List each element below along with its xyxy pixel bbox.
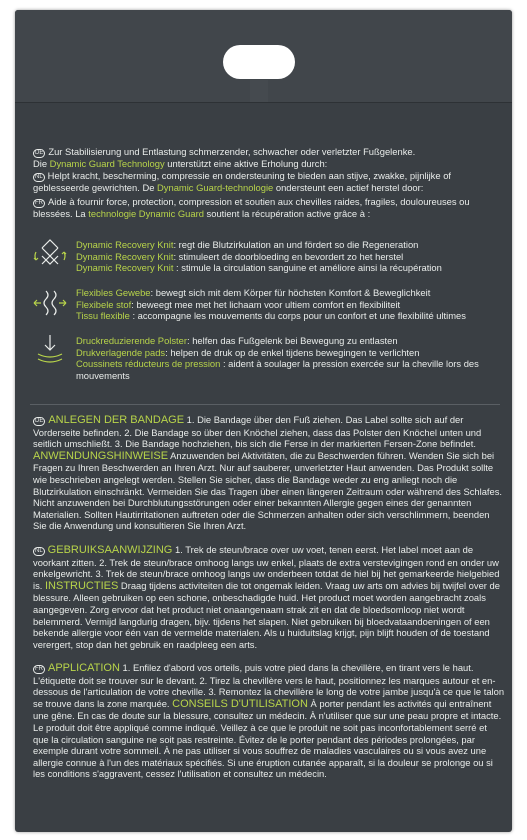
feature-label: Drukverlagende pads (76, 346, 166, 358)
feature-label: Dynamic Recovery Knit (76, 262, 174, 274)
feature-label: Flexibles Gewebe (76, 287, 151, 298)
feature-label: Dynamic Recovery Knit (76, 250, 174, 262)
intro-nl-tech: Dynamic Guard-technologie (157, 182, 274, 193)
feature-text: : beweegt mee met het lichaam voor ultiem comfort en flexibiliteit (131, 298, 401, 310)
feature-line (76, 358, 496, 381)
section-divider (30, 404, 500, 405)
intro-fr-text: Aide à fournir force, protection, compression et soutien aux chevilles raides, fragiles, douloureuses ou blessées. La (33, 196, 470, 219)
nl-body: 1. Trek de steun/brace over uw voet, tenen eerst. Het label moet aan de voorkant zitten. 2. Trek de steun/brace omhoog langs uw enkel, plaats de extra verstevigingen rond en onder uw enkelgewricht. 3. Trek de steun/brace omhoog langs uw onderbeen totdat de hiel bij het gemarkeerde hielgebied is. (33, 544, 500, 591)
flexible-fabric-icon (32, 285, 68, 321)
feature-label: Dynamic Recovery Knit (76, 239, 174, 250)
feature-label: Flexibele stof (76, 298, 132, 310)
feature-label: Tissu flexible (76, 310, 130, 322)
section-nl (33, 544, 505, 650)
feature-text: : helpen de druk op de enkel tijdens bewegingen te verlichten (165, 346, 420, 358)
intro-fr-tech: technologie Dynamic Guard (88, 208, 204, 219)
heading-instructies: INSTRUCTIES (44, 579, 119, 592)
intro-de-prefix: Die (33, 158, 50, 169)
feature-text: : bewegt sich mit dem Körper für höchsten Komfort & Beweglichkeit (150, 287, 431, 298)
heading-anwendungshinweise: ANWENDUNGSHINWEISE (33, 449, 169, 462)
feature-line (76, 347, 496, 359)
feature-label: Druckreduzierende Polster (76, 335, 187, 346)
heading-application: APPLICATION (48, 662, 120, 674)
feature-line (76, 299, 496, 311)
intro-nl (33, 170, 507, 194)
heading-anlegen: ANLEGEN DER BANDAGE (48, 414, 185, 426)
feature-line (76, 335, 496, 347)
lang-badge-fr: FR (35, 666, 43, 672)
heading-conseils: CONSEILS D'UTILISATION (172, 697, 308, 710)
feature-line (76, 251, 496, 263)
heading-gebruiksaanwijzing: GEBRUIKSAANWIJZING (47, 544, 173, 556)
fold-line (15, 102, 512, 103)
feature-text: : regt die Blutzirkulation an und fördert so die Regeneration (173, 239, 419, 250)
fr-body2: À porter pendant les activités qui entraînent une gêne. En cas de doute sur la blessure, consultez un médecin. À n'utiliser que sur une peau propre et intacte. Le produit doit être appliqué comme indiqué. Veillez à ce que le produit ne soit pas inconfortablement serré et que la circulation sanguine ne soit pas restreinte. Évitez de le porter pendant des périodes prolongées, par exemple durant votre sommeil. À ne pas utiliser si vous souffrez de maladies vasculaires ou si vous avez une allergie connue à l'un des matériaux spécifiés. Si une éruption cutanée apparaît, si la douleur se prolonge ou si les conditions s'aggravent, cessez l'utilisation et consultez un médecin. (33, 697, 502, 780)
feature-line (76, 262, 496, 274)
intro-de-tech: Dynamic Guard Technology (49, 158, 165, 169)
hang-slot (250, 80, 268, 102)
lang-badge-de: DE (35, 418, 44, 424)
intro-fr-suffix: soutient la récupération active grâce à : (203, 208, 371, 219)
hang-hole (223, 45, 295, 79)
feature-recovery-knit (76, 239, 496, 274)
section-fr (33, 662, 505, 780)
de-body2: Anzuwenden bei Aktivitäten, die zu Beschwerden führen. Wenden Sie sich bei Fragen zu Ihren Beschwerden an Ihren Arzt. Nur auf sauberer, unverletzter Haut anwenden. Das Produkt sollte wie beschrieben angelegt werden. Stellen Sie sicher, dass die Bandage weder zu eng anliegt noch die Blutzirkulation einschränkt. Vermeiden Sie das Tragen über einen längeren Zeitraum oder während des Schlafes. Nicht anzuwenden bei Durchblutungsstörungen oder einer bekannten Allergie gegen eines der genannten Materialien. Sollten Hautirritationen auftreten oder die Schmerzen anhalten oder sich verschlimmern, beenden Sie die Anwendung und konsultieren Sie Ihren Arzt. (33, 449, 503, 532)
intro-fr (33, 196, 507, 220)
feature-flexible-fabric (76, 287, 496, 322)
fr-body: 1. Enfilez d'abord vos orteils, puis votre pied dans la chevillère, en tirant vers le haut. L'étiquette doit se trouver sur le devant. 2. Tirez la chevillère vers le haut, positionnez les marques autour et en-dessous de l'articulation de votre cheville. 3. Remontez la chevillère le long de votre jambe jusqu'à ce que le talon se trouve dans la zone marquée. (33, 662, 505, 709)
intro-nl-suffix: ondersteunt een actief herstel door: (273, 182, 424, 193)
feature-line (76, 239, 496, 251)
nl-body2: Draag tijdens activiteiten die tot ongemak leiden. Vraag uw arts om advies bij twijfel over de blessure. Alleen gebruiken op een schone, onbeschadigde huid. Het product moet worden aangebracht zoals aangegeven. Zorg ervoor dat het product niet onaangenaam strak zit en dat de bloedsomloop niet wordt belemmerd. Vermijd langdurig dragen, bijv. tijdens het slapen. Niet gebruiken bij bloedvataandoeningen of een bekende allergie voor één van de vermelde materialen. Als u huiduitslag krijgt, pijn blijft houden of de toestand verergert, stop dan het gebruik en raadpleeg een arts. (33, 579, 500, 650)
feature-text: : aident à soulager la pression exercée sur la cheville lors des mouvements (76, 358, 479, 381)
feature-text: : stimuleert de doorbloeding en bevordert zo het herstel (173, 250, 404, 262)
intro-de-suffix: unterstützt eine aktive Erholung durch: (164, 158, 328, 169)
feature-line (76, 310, 496, 322)
intro-de-text: Zur Stabilisierung und Entlastung schmerzender, schwacher oder verletzter Fußgelenke. (48, 146, 416, 157)
de-body: 1. Die Bandage über den Fuß ziehen. Das Label sollte sich auf der Vorderseite befinden. 2. Die Bandage so über den Knöchel ziehen, dass das Polster den Knöchel unten und seitlich umschließt. 3. Die Bandage hochziehen, bis sich die Ferse in der markierten Fersen-Zone befindet. (33, 414, 482, 450)
intro-nl-text: Helpt kracht, bescherming, compressie en ondersteuning te bieden aan stijve, zwakke, pijnlijke of geblesseerde gewrichten. De (33, 170, 452, 193)
lang-badge-nl: NL (35, 174, 43, 180)
feature-text: : accompagne les mouvements du corps pour un confort et une flexibilité ultimes (129, 310, 466, 322)
section-de (33, 414, 505, 532)
lang-badge-fr: FR (35, 200, 43, 206)
feature-label: Coussinets réducteurs de pression (76, 358, 221, 370)
intro-de (33, 146, 501, 170)
knit-recovery-icon (32, 238, 68, 274)
feature-line (76, 287, 496, 299)
feature-pressure-pads (76, 335, 496, 381)
lang-badge-de: DE (35, 150, 44, 156)
feature-text: : helfen das Fußgelenk bei Bewegung zu entlasten (187, 335, 398, 346)
lang-badge-nl: NL (35, 548, 43, 554)
pressure-pads-icon (32, 332, 68, 368)
feature-text: : stimule la circulation sanguine et améliore ainsi la récupération (173, 262, 442, 274)
